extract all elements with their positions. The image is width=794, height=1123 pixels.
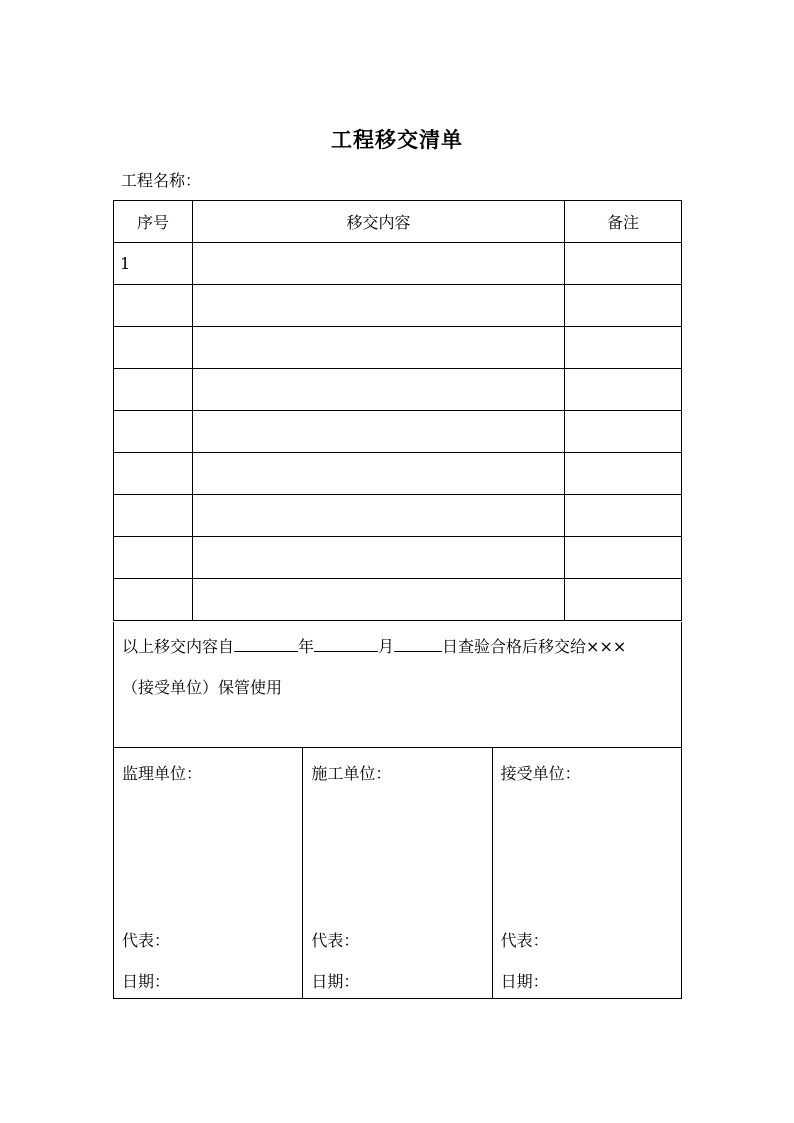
representative-label: 代表：	[122, 931, 171, 950]
header-seq: 序号	[114, 201, 193, 243]
row-seq: 1	[114, 243, 193, 285]
row-seq	[114, 285, 193, 327]
year-blank	[234, 635, 298, 652]
row-remark	[565, 495, 682, 537]
statement-month: 月	[378, 637, 395, 656]
row-seq	[114, 369, 193, 411]
table-row	[114, 243, 682, 285]
table-row	[114, 285, 682, 327]
handover-statement	[113, 622, 682, 748]
unit-label: 施工单位：	[311, 764, 392, 783]
signature-contractor	[302, 748, 491, 998]
signature-supervisor	[114, 748, 302, 998]
row-remark	[565, 537, 682, 579]
representative-label: 代表：	[500, 931, 549, 950]
unit-label: 监理单位：	[122, 764, 203, 783]
table-row	[114, 411, 682, 453]
document-title: 工程移交清单	[331, 127, 463, 152]
representative-label: 代表：	[311, 931, 360, 950]
table-row	[114, 579, 682, 621]
statement-prefix: 以上移交内容自	[122, 637, 235, 656]
row-seq	[114, 537, 193, 579]
project-name-label: 工程名称：	[121, 171, 202, 190]
row-content	[193, 243, 565, 285]
row-seq	[114, 411, 193, 453]
month-blank	[314, 635, 378, 652]
day-blank	[394, 635, 442, 652]
row-remark	[565, 285, 682, 327]
header-remark: 备注	[565, 201, 682, 243]
row-remark	[565, 327, 682, 369]
table-row	[114, 369, 682, 411]
row-remark	[565, 369, 682, 411]
table-row	[114, 537, 682, 579]
table-row	[114, 495, 682, 537]
statement-line-1	[122, 634, 626, 657]
row-content	[193, 411, 565, 453]
date-label: 日期：	[500, 972, 549, 991]
row-seq	[114, 327, 193, 369]
statement-suffix: 日查验合格后移交给×××	[442, 637, 627, 656]
row-content	[193, 327, 565, 369]
statement-line-2: （接受单位）保管使用	[122, 678, 283, 697]
row-content	[193, 495, 565, 537]
date-label: 日期：	[122, 972, 171, 991]
header-content: 移交内容	[193, 201, 565, 243]
row-remark	[565, 243, 682, 285]
unit-label: 接受单位：	[500, 764, 581, 783]
row-remark	[565, 411, 682, 453]
row-seq	[114, 495, 193, 537]
table-row	[114, 327, 682, 369]
table-header-row	[114, 201, 682, 243]
row-seq	[114, 579, 193, 621]
row-seq	[114, 453, 193, 495]
row-remark	[565, 579, 682, 621]
table-row	[114, 453, 682, 495]
statement-year: 年	[298, 637, 315, 656]
row-remark	[565, 453, 682, 495]
row-content	[193, 453, 565, 495]
row-content	[193, 537, 565, 579]
row-content	[193, 579, 565, 621]
row-content	[193, 285, 565, 327]
signature-receiver	[492, 748, 681, 998]
date-label: 日期：	[311, 972, 360, 991]
handover-table	[113, 200, 682, 621]
signature-section	[113, 748, 682, 999]
row-content	[193, 369, 565, 411]
